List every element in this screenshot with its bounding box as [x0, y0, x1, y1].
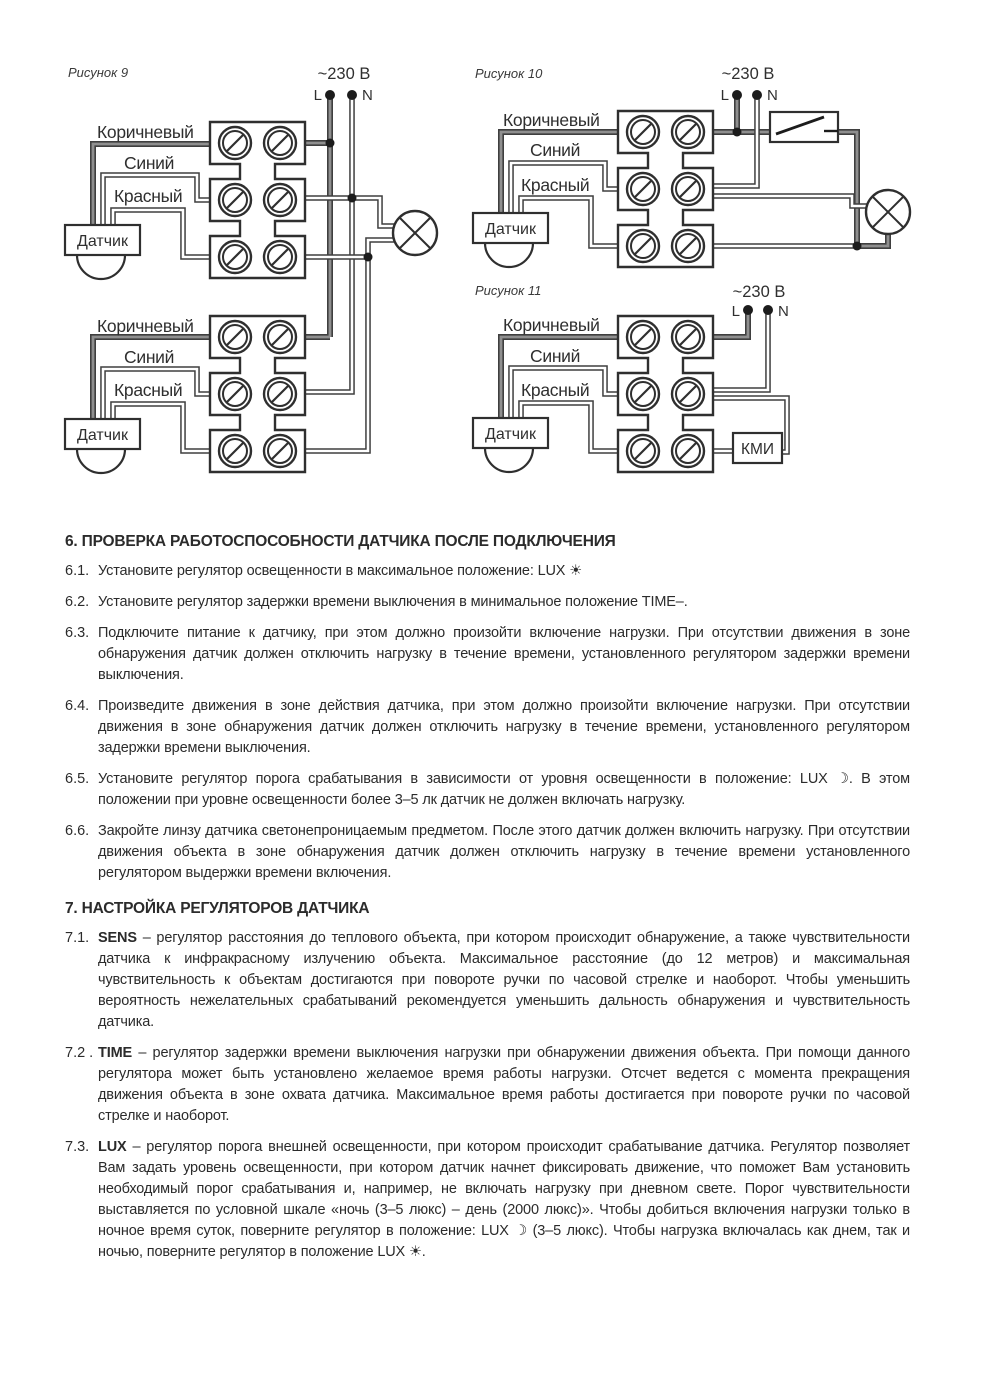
lamp-icon — [393, 211, 437, 255]
item-text: Подключите питание к датчику, при этом должно произойти включение нагрузки. При отсутствии движения в зоне обнаружения датчик должен отключить нагрузку в течение времени, установленного регулятором задержки времени выключения. — [98, 625, 910, 683]
item-number: 6.6. — [65, 823, 90, 839]
list-item-6-4 — [65, 696, 910, 759]
wire-label-red: Красный — [521, 175, 590, 195]
line-l-label: L — [313, 87, 322, 104]
item-text: Произведите движения в зоне действия датчика, при этом должно произойти включение нагрузки. При отсутствии движения в зоне обнаружения датчик должен отключить нагрузку в течение времени, установленного регулятором задержки времени выключения. — [98, 698, 910, 756]
item-number: 7.3. — [65, 1139, 90, 1155]
sensor-symbol — [473, 418, 548, 472]
sensor-symbol — [473, 213, 548, 267]
item-text-body: – регулятор порога внешней освещенности, при котором происходит срабатывание датчика. Регулятор позволяет Вам задать уровень освещенности, при котором датчик начнет фиксировать движение, что поможет Вам установить необходимый порог срабатывания и, например, не включать нагрузку при дневном свете. Порог чувствительности выставляется по условной шкале «ночь (3–5 люкс) – день (2000 люкс)». Чтобы добиться включения нагрузки только в ночное время суток, поверните регулятор в положение: LUX ☽ (3–5 люкс). Чтобы нагрузка включалась как днем, так и ночью, поверните регулятор в положение LUX ☀. — [98, 1139, 910, 1260]
item-number: 7.2 . — [65, 1045, 94, 1061]
list-item-6-5 — [65, 769, 910, 811]
wire-label-blue: Синий — [530, 140, 581, 160]
regulator-term: SENS — [98, 930, 137, 946]
item-number: 6.5. — [65, 771, 90, 787]
wire-label-blue: Синий — [124, 153, 175, 173]
line-l-label: L — [720, 87, 729, 104]
junction-dot — [326, 139, 335, 148]
wire-label-brown: Коричневый — [97, 122, 194, 142]
sensor-symbol — [65, 225, 140, 279]
switch-icon — [770, 112, 838, 142]
wire-lamp-return — [713, 196, 867, 206]
voltage-label: ~230 В — [732, 283, 786, 301]
item-text: Установите регулятор порога срабатывания в зависимости от уровня освещенности в положение: LUX ☽. В этом положении при уровне освещенности более 3–5 лк датчик не должен включать нагрузку. — [98, 771, 910, 808]
terminal-dot-n — [763, 305, 773, 315]
terminal-block — [618, 111, 713, 267]
kmi-label: КМИ — [740, 441, 775, 458]
wire-label-brown: Коричневый — [97, 316, 194, 336]
list-item-6-1 — [65, 561, 910, 582]
section-6-title: 6. ПРОВЕРКА РАБОТОСПОСОБНОСТИ ДАТЧИКА ПОСЛЕ ПОДКЛЮЧЕНИЯ — [65, 533, 616, 550]
terminal-dot-l — [325, 90, 335, 100]
wire-line-n — [713, 310, 768, 390]
item-text-body: – регулятор расстояния до теплового объекта, при котором происходит обнаружение, а также чувствительности датчика к инфракрасному излучению объекта. Максимальное расстояние (до 12 метров) и максимальная чувствительность к объектам достигаются при повороте ручки по часовой стрелке и наоборот. Чтобы уменьшить вероятность нежелательных срабатываний рекомендуется уменьшить дальность обнаружения и чувствительность датчика. — [98, 930, 910, 1030]
item-number: 6.4. — [65, 698, 90, 714]
list-item-7-3 — [65, 1137, 910, 1263]
list-item-7-1 — [65, 928, 910, 1033]
sensor-symbol — [65, 419, 140, 473]
list-item-6-2 — [65, 592, 910, 613]
figure-9-label: Рисунок 9 — [68, 65, 129, 80]
line-n-label: N — [362, 87, 373, 104]
figure-9 — [65, 65, 437, 473]
line-n-label: N — [778, 303, 789, 320]
wire-line-l-core — [305, 95, 330, 337]
terminal-dot-l — [743, 305, 753, 315]
wire-line-n-core — [713, 310, 768, 390]
wire-label-red: Красный — [114, 186, 183, 206]
kmi-contactor-box — [733, 433, 782, 463]
wire-line-l — [713, 310, 748, 337]
junction-dot — [733, 128, 742, 137]
terminal-block — [210, 316, 305, 472]
regulator-term: LUX — [98, 1139, 127, 1155]
wiring-diagrams: Датчик Рисунок 9 ~230 В L N Коричневый Синий Красный Коричневый Синий Красный Рисунок 10 ~230 В L N Коричневый Синий Красный КМИ Рисунок 11 ~230 В L N Коричневый Синий Красный — [0, 0, 987, 510]
item-number: 6.1. — [65, 563, 90, 579]
figure-10 — [473, 65, 910, 267]
wire-line-l — [305, 95, 330, 337]
wire-label-blue: Синий — [530, 346, 581, 366]
wire-line-n — [305, 95, 394, 392]
wire-label-red: Красный — [114, 380, 183, 400]
item-number: 7.1. — [65, 930, 90, 946]
wire-label-brown: Коричневый — [503, 315, 600, 335]
voltage-label: ~230 В — [317, 65, 371, 83]
voltage-label: ~230 В — [721, 65, 775, 83]
junction-dot — [364, 253, 373, 262]
lamp-icon — [866, 190, 910, 234]
junction-dot — [348, 194, 357, 203]
item-number: 6.2. — [65, 594, 90, 610]
list-item-6-3 — [65, 623, 910, 686]
item-text — [98, 928, 910, 1033]
terminal-block — [210, 122, 305, 278]
junction-dot — [853, 242, 862, 251]
figure-10-label: Рисунок 10 — [475, 66, 543, 81]
terminal-block — [618, 316, 713, 472]
item-text — [98, 1043, 910, 1127]
wire-line-l-core — [713, 310, 748, 337]
wire-label-blue: Синий — [124, 347, 175, 367]
item-text: Закройте линзу датчика светонепроницаемым предметом. После этого датчик должен включить нагрузку. При отсутствии движения объекта в зоне обнаружения датчик должен отключить нагрузку в течение времени установленного регулятором выдержки времени включения. — [98, 823, 910, 881]
item-number: 6.3. — [65, 625, 90, 641]
terminal-dot-n — [347, 90, 357, 100]
list-item-6-6 — [65, 821, 910, 884]
section-7-title: 7. НАСТРОЙКА РЕГУЛЯТОРОВ ДАТЧИКА — [65, 900, 370, 917]
terminal-dot-n — [752, 90, 762, 100]
item-text — [98, 1137, 910, 1263]
item-text-body: – регулятор задержки времени выключения нагрузки при обнаружении движения объекта. При помощи данного регулятора может быть установлено желаемое время работы нагрузки. Отсчет ведется с момента прекращения движения объекта в зоне охвата датчика. Максимальное время работы достигается при повороте ручки по часовой стрелке и наоборот. — [98, 1045, 910, 1124]
wire-label-brown: Коричневый — [503, 110, 600, 130]
line-l-label: L — [731, 303, 740, 320]
item-text: Установите регулятор освещенности в максимальное положение: LUX ☀ — [98, 563, 583, 579]
wire-label-red: Красный — [521, 380, 590, 400]
regulator-term: TIME — [98, 1045, 133, 1061]
item-text: Установите регулятор задержки времени выключения в минимальное положение TIME–. — [98, 594, 688, 610]
manual-text — [65, 533, 910, 1273]
line-n-label: N — [767, 87, 778, 104]
terminal-dot-l — [732, 90, 742, 100]
figure-11 — [473, 283, 789, 472]
figure-11-label: Рисунок 11 — [475, 283, 542, 298]
list-item-7-2 — [65, 1043, 910, 1127]
